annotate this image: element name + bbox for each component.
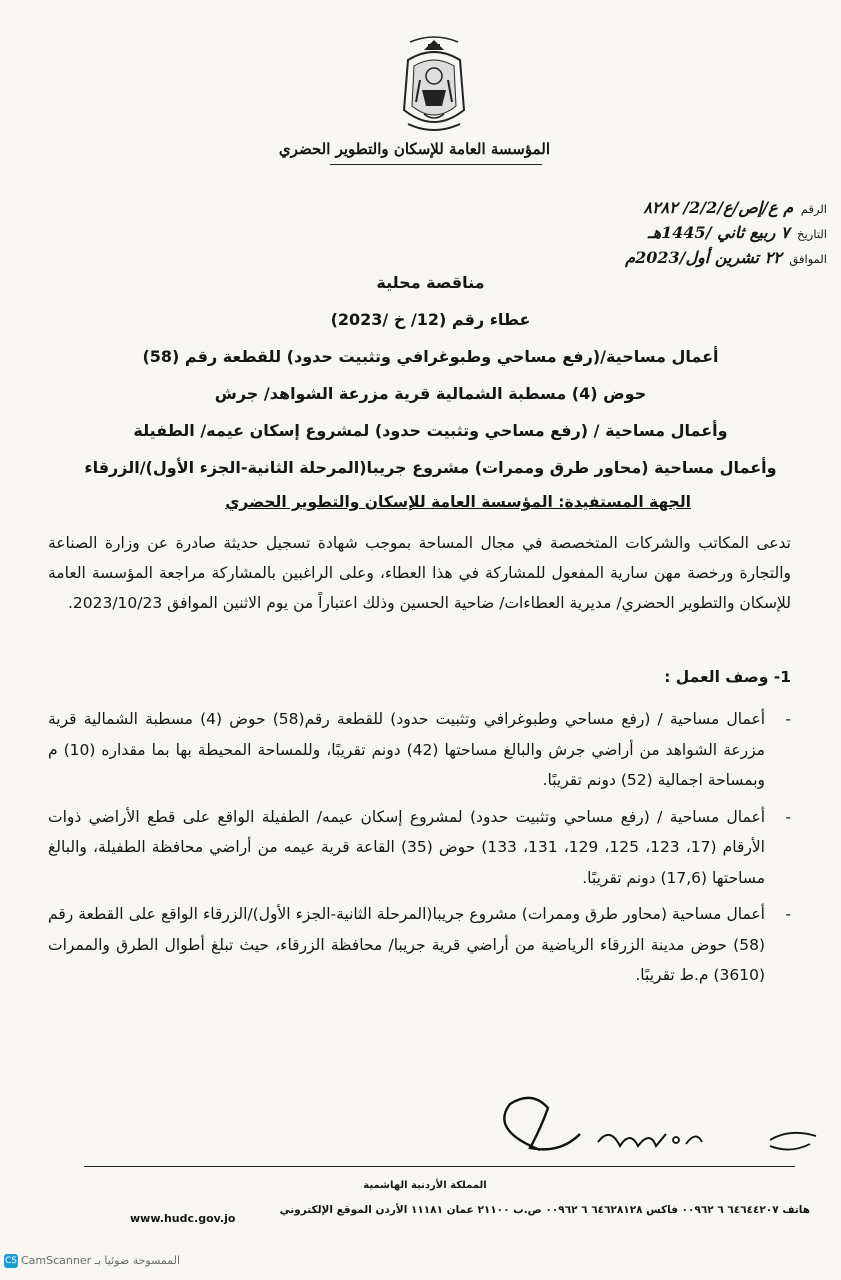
camscanner-logo-icon: CS — [5, 1256, 17, 1266]
work-items-list — [48, 704, 791, 997]
list-item — [48, 802, 791, 894]
ref-number-row — [587, 196, 827, 221]
footer-divider — [84, 1166, 795, 1167]
tender-number-heading: عطاء رقم (12/ خ /2023) — [330, 310, 531, 329]
scanner-watermark — [4, 1254, 180, 1268]
reference-block — [587, 196, 827, 271]
ref-number-label: الرقم — [800, 202, 827, 216]
beneficiary-heading: الجهة المستفيدة: المؤسسة العامة للإسكان والتطوير الحضري — [225, 493, 691, 511]
bullet-dash: - — [785, 710, 791, 728]
list-item-text: أعمال مساحية / (رفع مساحي وتثبيت حدود) لمشروع إسكان عيمه/ الطفيلة الواقع على قطع الأراضي ذوات الأرقام (17، 123، 125، 129، 131، 133) حوض (35) القاعة قرية عيمه من أراضي محافظة الطفيلة، والبالغ مساحتها (17,6) دونم تقريبًا. — [48, 807, 765, 887]
ref-greg-value: ٢٢ تشرين أول/2023م — [625, 248, 782, 267]
scanner-brand: CamScanner — [21, 1254, 92, 1267]
scanner-note: الممسوحة ضوئيا بـ — [94, 1254, 181, 1267]
list-item-text: أعمال مساحية (محاور طرق وممرات) مشروع جريبا(المرحلة الثانية-الجزء الأول)/الزرقاء الواقع على القطعة رقم (58) حوض مدينة الزرقاء الرياضية من أراضي قرية جريبا/ محافظة الزرقاء، حيث تبلغ أطوال الطرق والممرات (3610) م.ط تقريبًا. — [48, 905, 765, 984]
intro-section — [48, 528, 791, 618]
intro-paragraph: تدعى المكاتب والشركات المتخصصة في مجال المساحة بموجب شهادة تسجيل حديثة صادرة عن وزارة الصناعة والتجارة ورخصة مهن سارية المفعول للمشاركة في هذا العطاء، وعلى الراغبين بالمشاركة مراجعة المؤسسة العامة للإسكان والتطوير الحضري/ مديرية العطاءات/ ضاحية الحسين وذلك اعتباراً من يوم الاثنين الموافق 2023/10/23. — [48, 534, 791, 612]
tender-title-line-4: وأعمال مساحية (محاور طرق وممرات) مشروع جريبا(المرحلة الثانية-الجزء الأول)/الزرقاء — [84, 458, 777, 477]
header-divider — [330, 164, 542, 165]
footer-website: www.hudc.gov.jo — [130, 1212, 236, 1225]
organization-name: المؤسسة العامة للإسكان والتطوير الحضري — [278, 140, 550, 158]
tender-title-line-3: وأعمال مساحية / (رفع مساحي وتثبيت حدود) لمشروع إسكان عيمه/ الطفيلة — [133, 421, 728, 440]
jordan-coat-of-arms-icon — [394, 30, 474, 142]
handwritten-signature — [470, 1090, 830, 1170]
tender-title-line-2: حوض (4) مسطبة الشمالية قرية مزرعة الشواهد/ جرش — [214, 384, 647, 403]
ref-date-value: ٧ ربيع ثاني /1445هـ — [648, 223, 790, 242]
list-item — [48, 704, 791, 796]
list-item — [48, 899, 791, 991]
footer-contact-info: هاتف ٦٤٦٤٤٢٠٧ ٦ ٠٠٩٦٢ فاكس ٦٤٦٢٨١٢٨ ٦ ٠٠٩٦٢ ص.ب ٢١١٠٠ عمان ١١١٨١ الأردن الموقع الإلكتروني — [279, 1204, 810, 1216]
work-description-heading: 1- وصف العمل : — [664, 668, 791, 686]
tender-type-heading: مناقصة محلية — [376, 273, 485, 292]
ref-number-value: م ع/إص/ع/2/2/ ٨٢٨٢ — [643, 198, 794, 217]
bullet-dash: - — [785, 905, 791, 923]
bullet-dash: - — [785, 807, 791, 826]
ref-date-label: التاريخ — [797, 227, 827, 241]
tender-title-line-1: أعمال مساحية/(رفع مساحي وطبوغرافي وتثبيت حدود) للقطعة رقم (58) — [142, 347, 719, 366]
footer-kingdom-name: المملكة الأردنية الهاشمية — [363, 1180, 487, 1191]
list-item-text: أعمال مساحية / (رفع مساحي وطبوغرافي وتثبيت حدود) للقطعة رقم(58) حوض (4) مسطبة الشمالية قرية مزرعة الشواهد من أراضي جرش والبالغ مساحتها (42) دونم تقريبًا، وللمساحة المحيطة بها بما مقداره (10) م وبمساحة اجمالية (52) دونم تقريبًا. — [48, 710, 766, 789]
tender-headings — [60, 268, 801, 490]
ref-greg-label: الموافق — [789, 252, 827, 266]
ref-date-row — [587, 221, 827, 246]
